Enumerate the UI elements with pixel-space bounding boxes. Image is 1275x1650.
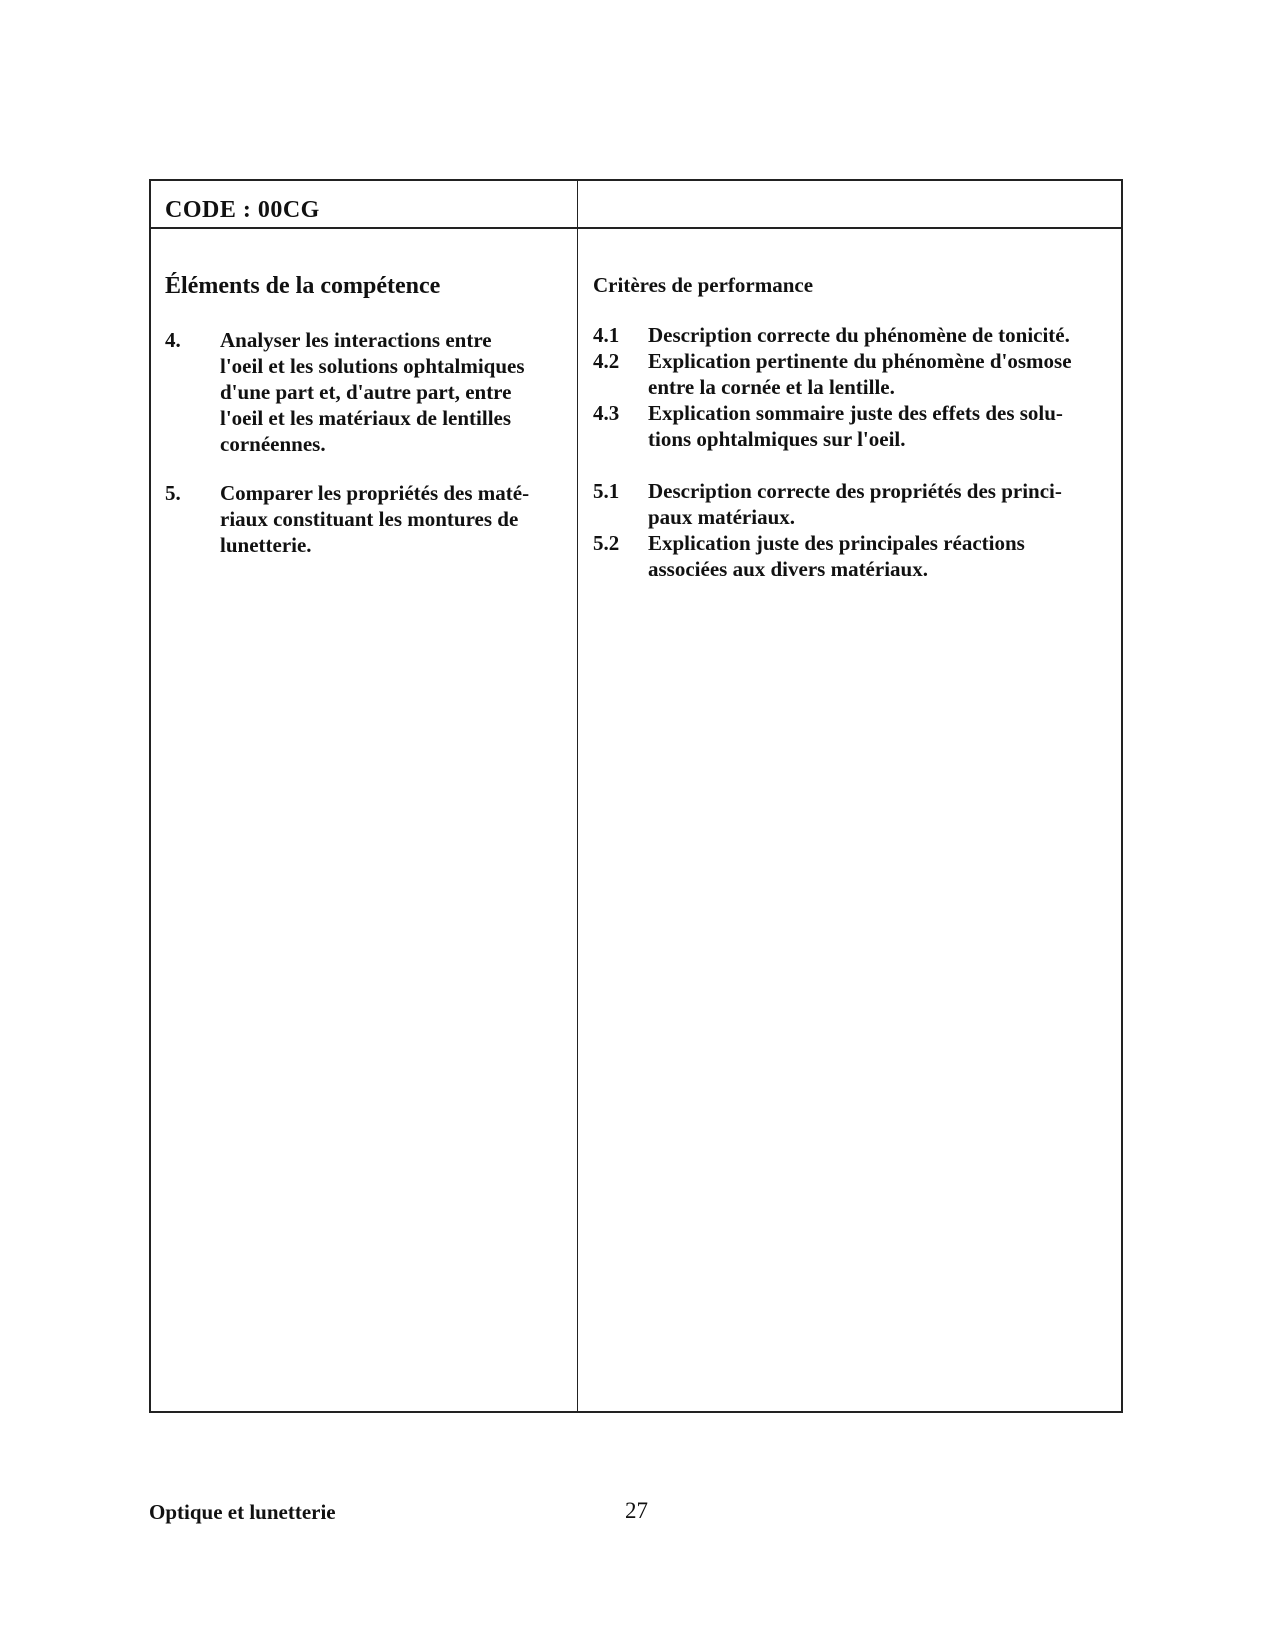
criterion-item — [593, 478, 1113, 530]
element-item — [165, 480, 565, 558]
element-number: 4. — [165, 328, 181, 352]
footer-program-title: Optique et lunetterie — [149, 1500, 336, 1524]
element-number: 5. — [165, 481, 181, 505]
column-divider — [577, 181, 578, 1411]
criterion-number: 4.3 — [593, 401, 620, 425]
criterion-text: Explication sommaire juste des effets des solu- tions ophtalmiques sur l'oeil. — [648, 401, 1063, 451]
criterion-number: 4.1 — [593, 323, 620, 347]
page-number: 27 — [625, 1498, 648, 1523]
criterion-number: 4.2 — [593, 349, 620, 373]
criteria-heading: Critères de performance — [593, 273, 814, 297]
criterion-item — [593, 322, 1113, 348]
element-item — [165, 327, 565, 457]
code-label: CODE : 00CG — [165, 197, 320, 223]
header-row-divider — [151, 227, 1121, 229]
criterion-text: Description correcte des propriétés des princi- paux matériaux. — [648, 479, 1062, 529]
criterion-item — [593, 400, 1113, 452]
criterion-item — [593, 348, 1113, 400]
criterion-number: 5.2 — [593, 531, 620, 555]
criterion-text: Description correcte du phénomène de tonicité. — [648, 323, 1070, 347]
elements-heading: Éléments de la compétence — [165, 273, 441, 299]
criterion-text: Explication juste des principales réactions associées aux divers matériaux. — [648, 531, 1025, 581]
criterion-text: Explication pertinente du phénomène d'osmose entre la cornée et la lentille. — [648, 349, 1072, 399]
element-text: Analyser les interactions entre l'oeil et les solutions ophtalmiques d'une part et, d'autre part, entre l'oeil et les matériaux de lentilles cornéennes. — [220, 328, 525, 456]
criterion-number: 5.1 — [593, 479, 620, 503]
element-text: Comparer les propriétés des maté- riaux constituant les montures de lunetterie. — [220, 481, 530, 557]
competency-table — [149, 179, 1123, 1413]
criterion-item — [593, 530, 1113, 582]
